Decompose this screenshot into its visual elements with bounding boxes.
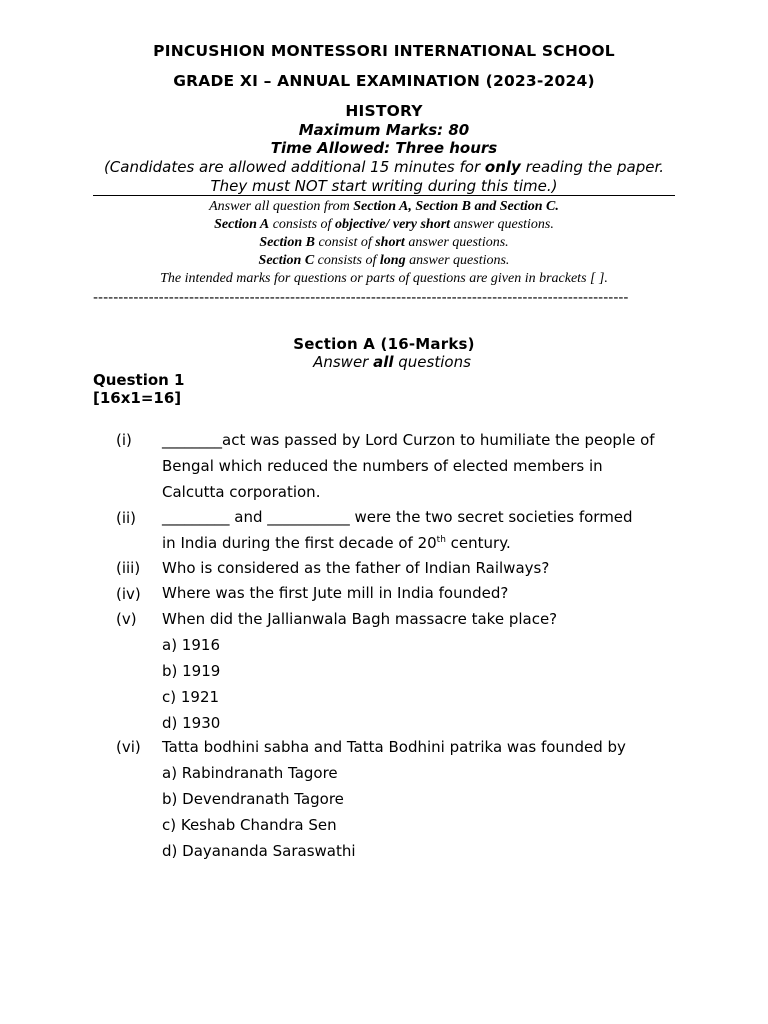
instruction-text: answer questions. [405,253,510,268]
question-1-label: Question 1 [93,371,185,389]
option: c) 1921 [162,688,220,706]
option: d) 1930 [162,714,221,732]
option: d) Dayananda Saraswathi [162,842,356,860]
instruction-emphasis: short [375,235,405,250]
instruction-emphasis: objective/ very short [334,217,451,232]
item-text: ________act was passed by Lord Curzon to humiliate the people of [162,431,655,449]
instruction-line-5: The intended marks for questions or parts of questions are given in brackets [ ]. [160,271,608,286]
note-emphasis: only [484,158,521,176]
list-item [162,504,682,556]
instruction-line-4 [0,253,768,269]
max-marks: Maximum Marks: 80 [298,121,470,139]
list-item [162,734,682,864]
item-text: Calcutta corporation. [162,483,321,501]
section-a-subtitle [8,353,768,371]
item-text: _________ and ___________ were the two secret societies formed [162,508,633,526]
dashed-divider: ---------------------------------------------------------------------------------------------------------- [93,290,629,306]
instruction-line-2 [0,217,768,233]
item-number: (vi) [116,738,141,756]
instruction-text: answer questions. [404,235,509,250]
subtitle-text: Answer [313,353,374,371]
note-text: reading the paper. [520,158,665,176]
list-item [162,427,682,505]
instruction-emphasis: Section A [214,217,270,232]
instruction-line-1 [0,199,768,215]
section-a-title: Section A (16-Marks) [293,335,475,353]
item-number: (v) [116,610,137,628]
note-line-2: They must NOT start writing during this time.) [210,177,558,195]
item-text: Who is considered as the father of Indian Railways? [162,559,550,577]
list-item [162,555,682,581]
subtitle-text: questions [393,353,471,371]
exam-title: GRADE XI – ANNUAL EXAMINATION (2023-2024) [173,72,595,90]
list-item [162,580,682,606]
instruction-emphasis: long [379,253,406,268]
header-rule [93,195,675,196]
item-number: (i) [116,431,132,449]
item-text: Where was the first Jute mill in India founded? [162,584,509,602]
option: b) Devendranath Tagore [162,790,344,808]
item-text: century. [445,534,511,552]
option: c) Keshab Chandra Sen [162,816,337,834]
list-item [162,606,682,736]
item-text: Tatta bodhini sabha and Tatta Bodhini patrika was founded by [162,738,626,756]
instruction-text: Answer all question from [209,199,354,214]
instruction-emphasis: Section C [258,253,315,268]
note-line-1 [0,158,768,176]
instruction-text: consists of [314,253,380,268]
item-text: When did the Jallianwala Bagh massacre take place? [162,610,558,628]
item-text: Bengal which reduced the numbers of elected members in [162,457,603,475]
option: a) Rabindranath Tagore [162,764,338,782]
item-text-line [162,530,682,556]
note-text: (Candidates are allowed additional 15 minutes for [103,158,485,176]
instruction-text: consists of [269,217,335,232]
instruction-line-3 [0,235,768,251]
school-name: PINCUSHION MONTESSORI INTERNATIONAL SCHOOL [153,42,615,60]
item-number: (iii) [116,559,141,577]
instruction-emphasis: Section B [259,235,315,250]
instruction-text: consist of [314,235,376,250]
instruction-emphasis: Section A, Section B and Section C. [353,199,559,214]
item-text: in India during the first decade of 20 [162,534,437,552]
superscript: th [436,535,446,545]
question-1-marks: [16x1=16] [93,389,182,407]
option: a) 1916 [162,636,220,654]
option: b) 1919 [162,662,221,680]
instruction-text: answer questions. [450,217,554,232]
item-number: (iv) [116,585,141,603]
item-number: (ii) [116,509,137,527]
subject-title: HISTORY [345,102,423,120]
time-allowed: Time Allowed: Three hours [270,139,498,157]
subtitle-emphasis: all [373,353,394,371]
